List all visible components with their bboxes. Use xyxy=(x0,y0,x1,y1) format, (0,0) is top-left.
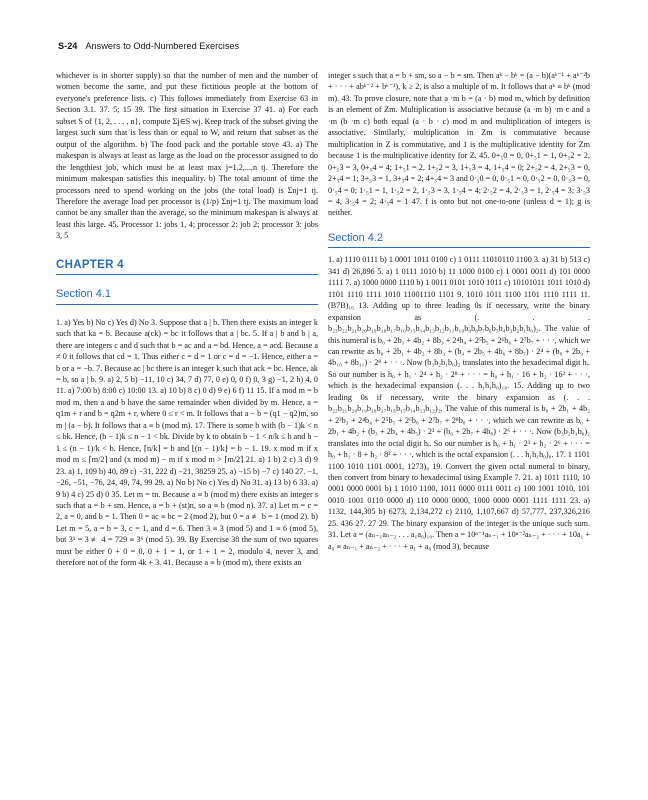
right-column xyxy=(328,70,590,552)
section-4-2-title: Section 4.2 xyxy=(328,231,384,244)
section-4-2-rule xyxy=(328,247,590,248)
running-header xyxy=(58,41,239,51)
left-column xyxy=(56,70,318,569)
chapter-title: CHAPTER 4 xyxy=(56,258,124,271)
section-4-1-title: Section 4.1 xyxy=(56,288,112,301)
running-title: Answers to Odd-Numbered Exercises xyxy=(85,41,240,51)
section-4-1-answers: 1. a) Yes b) No c) Yes d) No 3. Suppose that a | b. Then there exists an integer k such that ka = b. Because a(ck) = bc it follows that a | bc. 5. If a | b and b | a, there are integers c and d such that b = ac and a = bd. Hence, a = acd. Because a ≠ 0 it follows that cd = 1. Thus either c = d = 1 or c = d = −1. Hence, either a = b or a = −b. 7. Because ac | bc there is an integer k such that ack = bc. Hence, ak = b, so a | b. 9. a) 2, 5 b) −11, 10 c) 34, 7 d) 77, 0 e) 0, 0 f) 0, 3 g) −1, 2 h) 4, 0 11. a) 7:00 b) 8:00 c) 10:00 13. a) 10 b) 8 c) 0 d) 9 e) 6 f) 11 15. If a mod m = b mod m, then a and b have the same remainder when divided by m. Hence, a = q1m + r and b = q2m + r, where 0 ≤ r < m. It follows that a − b = (q1 − q2)m, so m | (a − b). It follows that a ≡ b (mod m). 17. There is some b with (b − 1)k < n ≤ bk. Hence, (b − 1)k ≤ n − 1 < bk. Divide by k to obtain b − 1 < n/k ≤ b and b − 1 ≤ (n − 1)/k < b. Hence, ⌈n/k⌉ = b and ⌊(n − 1)/k⌋ = b − 1. 19. x mod m if x mod m ≤ ⌈m/2⌉ and (x mod m) − m if x mod m > ⌈m/2⌉ 21. a) 1 b) 2 c) 3 d) 9 23. a) 1, 109 b) 40, 89 c) −31, 222 d) −21, 38259 25. a) −15 b) −7 c) 140 27. −1, −26, −51, −76, 24, 49, 74, 99 29. a) No b) No c) Yes d) No 31. a) 13 b) 6 33. a) 9 b) 4 c) 25 d) 0 35. Let m = tn. Because a ≡ b (mod m) there exists an integer s such that a = b + sm. Hence, a = b + (st)n, so a ≡ b (mod n). 37. a) Let m = c = 2, a = 0, and b = 1. Then 0 = ac ≡ bc = 2 (mod 2), but 0 = a ≢ b = 1 (mod 2). b) Let m = 5, a = b = 3, c = 1, and d = 6. Then 3 ≡ 3 (mod 5) and 1 ≡ 6 (mod 5), but 3¹ = 3 ≢ 4 = 729 ≡ 3⁶ (mod 5). 39. By Exercise 38 the sum of two squares must be either 0 + 0 = 0, 0 + 1 = 1, or 1 + 1 = 2, modulo 4, never 3, and therefore not of the form 4k + 3. 41. Because a ≡ b (mod m), there exists an xyxy=(56,317,318,568)
chapter-rule xyxy=(56,274,318,275)
right-top-text: integer s such that a = b + sm, so a − b = sm. Then aᵏ − bᵏ = (a − b)(aᵏ⁻¹ + aᵏ⁻²b + · · · + abᵏ⁻² + bᵏ⁻¹), k ≥ 2, is also a multiple of m. It follows that aᵏ ≡ bᵏ (mod m). 43. To prove closure, note that a ·m b = (a · b) mod m, which by definition is an element of Zm. Multiplication is associative because (a ·m b) ·m c and a ·m (b ·m c) both equal (a · b · c) mod m and multiplication of integers is associative. Similarly, multiplication in Zm is commutative because multiplication in Z is commutative, and 1 is the multiplicative identity for Zm because 1 is the multiplicative identity for Z. 45. 0+₅0 = 0, 0+₅1 = 1, 0+₅2 = 2, 0+₅3 = 3, 0+₅4 = 4; 1+₅1 = 2, 1+₅2 = 3, 1+₅3 = 4, 1+₅4 = 0; 2+₅2 = 4, 2+₅3 = 0, 2+₅4 = 1; 3+₅3 = 1, 3+₅4 = 2; 4+₅4 = 3 and 0·₅0 = 0, 0·₅1 = 0, 0·₅2 = 0, 0·₅3 = 0, 0·₅4 = 0; 1·₅1 = 1, 1·₅2 = 2, 1·₅3 = 3, 1·₅4 = 4; 2·₅2 = 4, 2·₅3 = 1, 2·₅4 = 3; 3·₅3 = 4, 3·₅4 = 2; 4·₅4 = 1 47. f is onto but not one-to-one (unless d = 1); g is neither. xyxy=(328,71,590,218)
section-4-2-answers: 1. a) 1110 0111 b) 1 0001 1011 0100 c) 1 0111 11010110 1100 3. a) 31 b) 513 c) 341 d) 26,896 5. a) 1 0111 1010 b) 11 1000 0100 c) 1 0001 0011 d) 101 0000 1111 7. a) 1000 0000 1110 b) 1 0011 0101 1010 1011 c) 10101011 1011 1010 d) 1101 1110 1111 1010 11001110 1101 9. 1010 1011 1100 1101 1110 1111 11. (B7B)₁₆ 13. Adding up to three leading 0s if necessary, write the binary expansion as (. . . b₂₃b₂₂b₂₁b₂₀b₁₉b₁₈b₁₇b₁₆b₁₅b₁₄b₁₃b₁₂b₁₁b₁₀b₉b₈b₇b₆b₅b₄b₃b₂b₁b₀)₂. The value of this numeral is b₀ + 2b₁ + 4b₂ + 8b₃ + 2⁴b₄ + 2⁵b₅ + 2⁶b₆ + 2⁷b₇ + · · ·, which we can rewrite as b₀ + 2b₁ + 4b₂ + 8b₃ + (b₄ + 2b₅ + 4b₆ + 8b₇) · 2⁴ + (b₈ + 2b₉ + 4b₁₀ + 8b₁₁) · 2⁸ + · · ·. Now (b₃b₂b₁b₀)₂ translates into the hexadecimal digit hᵢ. So our number is h₀ + h₁ · 2⁴ + h₂ · 2⁸ + · · · = h₀ + h₁ · 16 + h₂ · 16² + · · ·, which is the hexadecimal expansion (. . . h₁h₁h₀)₁₆. 15. Adding up to two leading 0s if necessary, write the binary expansion as (. . . b₂₂b₂₁b₂₀b₁₉b₁₈b₁₇b₁₆b₁₅b₁₄b₁₃b₁₂)₂. The value of this numeral is b₀ + 2b₁ + 4b₂ + 2³b₃ + 2⁴b₄ + 2⁵b₅ + 2⁶b₆ + 2⁷b₇ + 2⁸b₈ + · · ·, which we can rewrite as b₀ + 2b₁ + 4b₂ + (b₃ + 2b₄ + 4b₅) · 2³ + (b₆ + 2b₇ + 4b₈) · 2⁶ + · · ·. Now (b₃b₂b₁b₀)₂ translates into the octal digit hᵢ. So our number is h₀ + h₁ · 2³ + h₂ · 2⁶ + · · · = h₀ + h₁ · 8 + h₂ · 8² + · · ·, which is the octal expansion (. . . h₁h₁h₀)₈. 17. 1 1101 1100 1010 1101 0001, 1273)₈ 19. Convert the given octal numeral to binary, then convert from binary to hexadecimal using Example 7. 21. a) 1011 1110, 10 0001 0000 0001 b) 1 1010 1100, 1011 0000 0111 0011 c) 100 1001 1010, 101 0010 1001 0110 0000 d) 110 0000 0000, 1000 0000 0001 1111 1111 23. a) 1132, 144,305 b) 6273, 2,134,272 c) 2110, 1,107,667 d) 57,777, 237,326,216 25. 436 27. 27 29. The binary expansion of the integer is the unique such sum. 31. Let a = (aₙ₋₁aₙ₋₂ . . . a₁a₀)₁₀. Then a = 10ⁿ⁻¹aₙ₋₁ + 10ⁿ⁻²aₙ₋₂ + · · · + 10a₁ + a₀ ≡ aₙ₋₁ + aₙ₋₂ + · · · + a₁ + a₀ (mod 3), because xyxy=(328,255,590,551)
section-4-1-rule xyxy=(56,304,318,305)
page-number: S-24 xyxy=(58,41,78,51)
left-top-text: whichever is in shorter supply) so that the number of men and the number of women become the same, and put these fictitious people at the bottom of everyone's preference lists. c) This follows immediately from Exercise 63 in Section 3.1. 37. 5; 15 39. The first situation in Exercise 37 41. a) For each subset S of {1, 2, . . . , n}, compute Σj∈S wj. Keep track of the subset giving the largest such sum that is less than or equal to W, and return that subset as the output of the algorithm. b) The food pack and the portable stove 43. a) The makespan is always at least as large as the load on the processor assigned to do the lengthiest job, which must be at least max j=1,2,...,n tj. Therefore the minimum makespan satisfies this inequality. b) The total amount of time the processors need to spend working on the jobs (the total load) is Σnj=1 tj. Therefore the average load per processor is (1/p) Σnj=1 tj. The maximum load cannot be any smaller than the average, so the minimum makespan is always at least this large. 45. Processor 1: jobs 1, 4; processor 2: job 2; processor 3: jobs 3, 5 xyxy=(56,71,318,241)
